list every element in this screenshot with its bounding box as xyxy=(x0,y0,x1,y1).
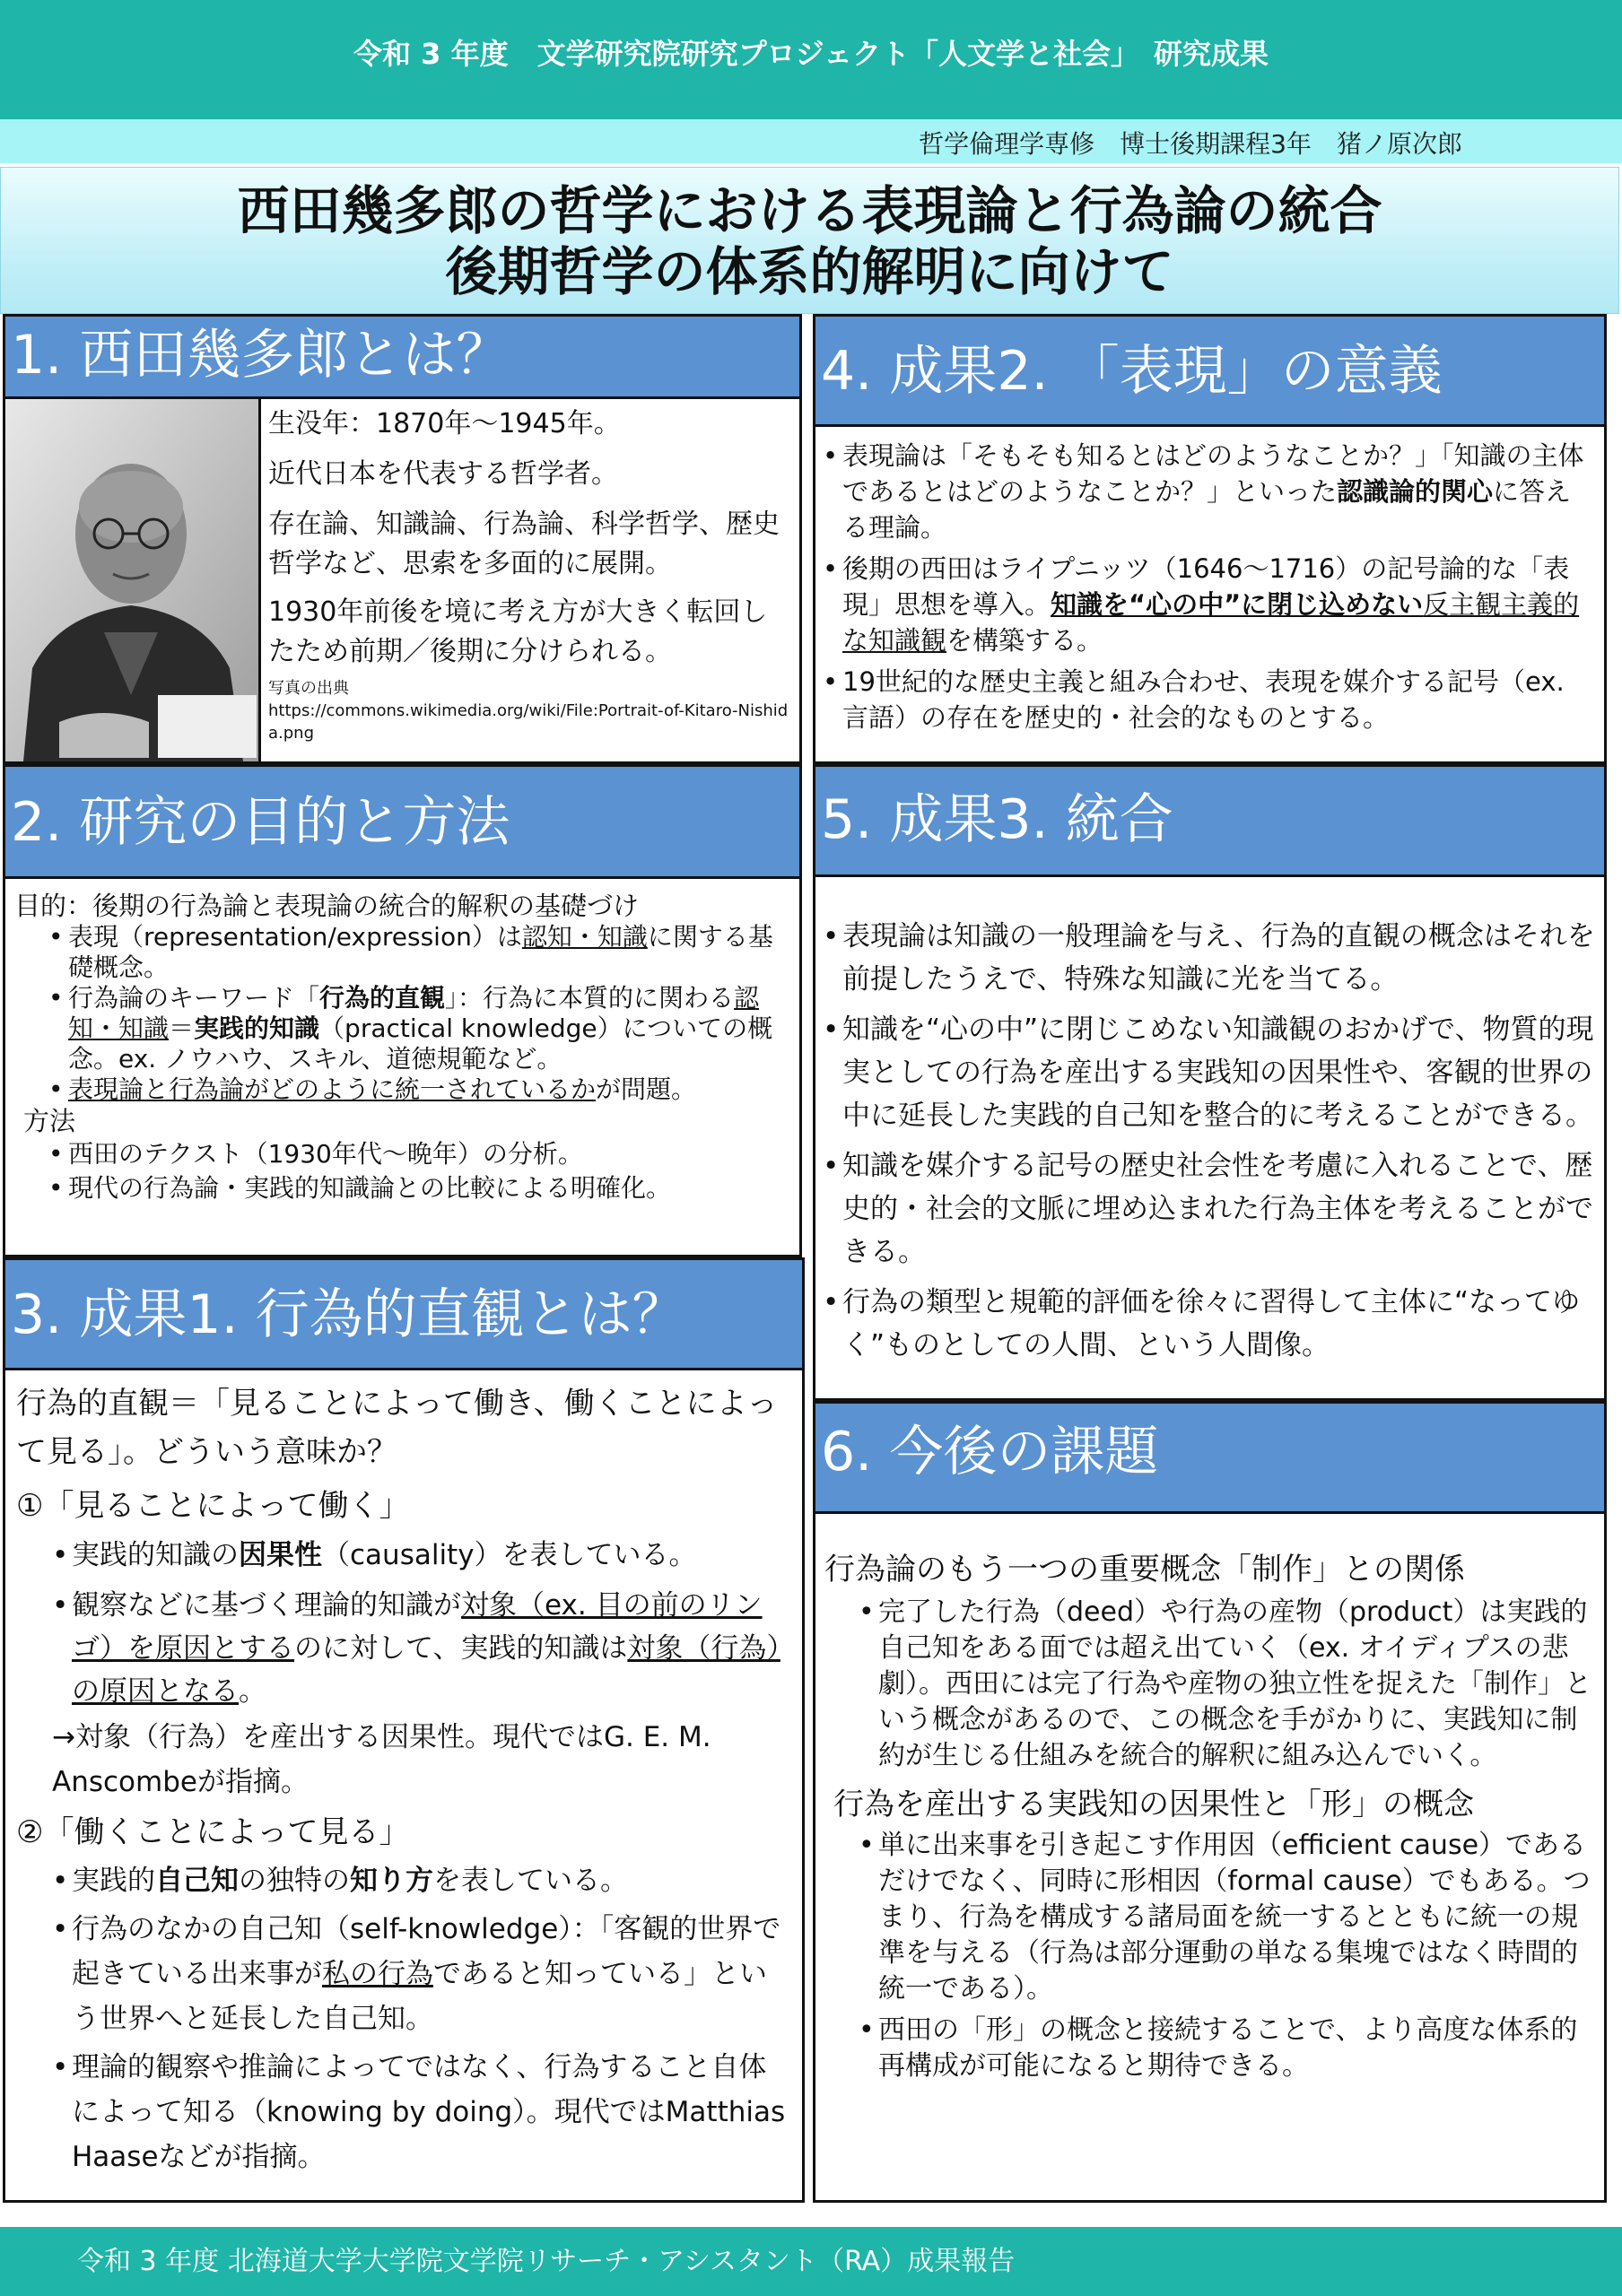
title-line-2: 後期哲学の体系的解明に向けて xyxy=(445,241,1174,302)
author-name: 哲学倫理学専修 博士後期課程3年 猪ノ原次郎 xyxy=(919,129,1462,159)
top-banner xyxy=(0,0,1622,119)
list-acting-seeing xyxy=(72,1858,793,2179)
section-5-list xyxy=(842,915,1597,1367)
author-bar xyxy=(0,119,1622,163)
subheading-acting-seeing: ②「働くことによって見る」 xyxy=(16,1814,410,1850)
section-4 xyxy=(813,314,1607,764)
section-2-body xyxy=(5,879,799,1205)
subheading-form: 行為を産出する実践知の因果性と「形」の概念 xyxy=(833,1787,1474,1822)
form-concept-item: • 西田の「形」の概念と接続することで、より高度な体系的再構成が可能になると期待できる。 xyxy=(878,2013,1597,2084)
portrait-photo xyxy=(5,399,261,761)
integration-item-4: • 行為の類型と規範的評価を徐々に習得して主体に“なってゆく”ものとしての人間、という人間像。 xyxy=(842,1281,1597,1367)
form-list xyxy=(878,1828,1597,2084)
subheading-seeing-acting: ①「見ることによって働く」 xyxy=(16,1488,410,1524)
integration-item-2: • 知識を“心の中”に閉じこめない知識観のおかげで、物質的現実としての行為を産出する実践知の因果性や、客観的世界の中に延長した実践的自己知を整合的に考えることができる。 xyxy=(842,1008,1597,1137)
purpose-item-1: • 表現（representation/expression）は認知・知識に関する基礎概念。 xyxy=(68,922,790,983)
early-late-periods: 1930年前後を境に考え方が大きく転回したため前期／後期に分けられる。 xyxy=(268,596,768,667)
section-2 xyxy=(3,764,802,1257)
section-6-heading: 6. 今後の課題 xyxy=(815,1404,1604,1514)
formal-cause-item: • 単に出来事を引き起こす作用因（efficient cause）であるだけでなく、同時に形相因（formal cause）でもある。つまり、行為を構成する諸局面を統一するとともに統一の規準を与える（行為は部分運動の単なる集塊ではなく時間的統一である）。 xyxy=(878,1828,1597,2007)
knowing-by-doing-item: • 理論的観察や推論によってではなく、行為すること自体によって知る（knowing by doing）。現代ではMatthias Haaseなどが指摘。 xyxy=(72,2045,793,2179)
section-4-list xyxy=(842,438,1597,735)
historicism-item: • 19世紀的な歴史主義と組み合わせ、表現を媒介する記号（ex. 言語）の存在を歴史的・社会的なものとする。 xyxy=(842,664,1597,735)
section-4-heading: 4. 成果2. 「表現」の意義 xyxy=(815,317,1604,427)
section-1-heading: 1. 西田幾多郎とは？ xyxy=(5,317,799,399)
intuition-intro: 行為的直観＝「見ることによって働き、働くことによって見る」。どういう意味か？ xyxy=(16,1386,778,1470)
production-list xyxy=(878,1595,1597,1774)
method-list xyxy=(68,1137,790,1205)
integration-item-1: • 表現論は知識の一般理論を与え、行為的直観の概念はそれを前提したうえで、特殊な知識に光を当てる。 xyxy=(842,915,1597,1001)
production-item: • 完了した行為（deed）や行為の産物（product）は実践的自己知をある面では超え出ていく（ex. オイディプスの悲劇）。西田には完了行為や産物の独立性を捉えた「制作」という概念があるので、この概念を手がかりに、実践知に制約が生じる仕組みを統合的解釈に組み込んでいく。 xyxy=(878,1595,1597,1774)
purpose-item-3: • 表現論と行為論がどのように統一されているかが問題。 xyxy=(68,1074,790,1105)
purpose-item-2: • 行為論のキーワード「行為的直観」：行為に本質的に関わる認知・知識＝実践的知識（practical knowledge）についての概念。ex. ノウハウ、スキル、道徳規範など。 xyxy=(68,983,790,1074)
section-6-body xyxy=(815,1514,1604,2084)
section-2-heading: 2. 研究の目的と方法 xyxy=(5,767,799,879)
epistemology-item: • 表現論は「そもそも知るとはどのようなことか？」「知識の主体であるとはどのようなことか？」といった認識論的関心に答える理論。 xyxy=(842,438,1597,545)
footer-text: 令和 3 年度 北海道大学大学院文学院リサーチ・アシスタント（RA）成果報告 xyxy=(77,2246,1016,2277)
top-title: 令和 3 年度 文学研究院研究プロジェクト「人文学と社会」 研究成果 xyxy=(353,37,1269,71)
subheading-production: 行為論のもう一つの重要概念「制作」との関係 xyxy=(824,1552,1465,1587)
anscombe-note: →対象（行為）を産出する因果性。現代ではG. E. M. Anscombeが指摘。 xyxy=(52,1721,711,1798)
method-item-1: • 西田のテクスト（1930年代～晩年）の分析。 xyxy=(68,1137,790,1171)
section-5-heading: 5. 成果3. 統合 xyxy=(815,767,1604,877)
section-3-heading: 3. 成果1. 行為的直観とは？ xyxy=(5,1260,802,1370)
section-3 xyxy=(3,1257,805,2203)
purpose-list xyxy=(68,922,790,1105)
method-item-2: • 現代の行為論・実践的知識論との比較による明確化。 xyxy=(68,1171,790,1205)
causality-item: • 実践的知識の因果性（causality）を表している。 xyxy=(72,1534,793,1577)
section-6 xyxy=(813,1401,1607,2203)
section-1 xyxy=(3,314,802,764)
section-1-text xyxy=(268,404,789,744)
portrait-image xyxy=(5,399,258,761)
section-5 xyxy=(813,764,1607,1401)
footer-banner xyxy=(0,2227,1622,2296)
representative-philosopher: 近代日本を代表する哲学者。 xyxy=(268,458,618,490)
self-knowledge-item: • 実践的自己知の独特の知り方を表している。 xyxy=(72,1858,793,1903)
poster-title xyxy=(0,167,1619,314)
leibniz-item: • 後期の西田はライプニッツ（1646～1716）の記号論的な「表現」思想を導入。知識を“心の中”に閉じ込めない反主観主義的な知識観を構築する。 xyxy=(842,551,1597,658)
extended-self-knowledge-item: • 行為のなかの自己知（self-knowledge）：「客観的世界で起きている出来事が私の行為であると知っている」という世界へと延長した自己知。 xyxy=(72,1907,793,2041)
fields-of-thought: 存在論、知識論、行為論、科学哲学、歴史哲学など、思索を多面的に展開。 xyxy=(268,509,780,579)
theoretical-vs-practical-item: • 観察などに基づく理論的知識が対象（ex. 目の前のリンゴ）を原因とするのに対して、実践的知識は対象（行為）の原因となる。 xyxy=(72,1584,793,1713)
purpose: 目的：後期の行為論と表現論の統合的解釈の基礎づけ xyxy=(14,891,640,921)
title-line-1: 西田幾多郎の哲学における表現論と行為論の統合 xyxy=(237,180,1382,241)
life-years: 生没年：1870年～1945年。 xyxy=(268,408,621,439)
method-label: 方法 xyxy=(23,1106,76,1136)
list-seeing-acting xyxy=(72,1534,793,1713)
photo-credit-url: https://commons.wikimedia.org/wiki/File:Portrait-of-Kitaro-Nishida.png xyxy=(268,701,789,743)
integration-item-3: • 知識を媒介する記号の歴史社会性を考慮に入れることで、歴史的・社会的文脈に埋め込まれた行為主体を考えることができる。 xyxy=(842,1144,1597,1274)
section-3-body xyxy=(5,1370,802,2179)
photo-credit-label: 写真の出典 xyxy=(268,679,349,698)
